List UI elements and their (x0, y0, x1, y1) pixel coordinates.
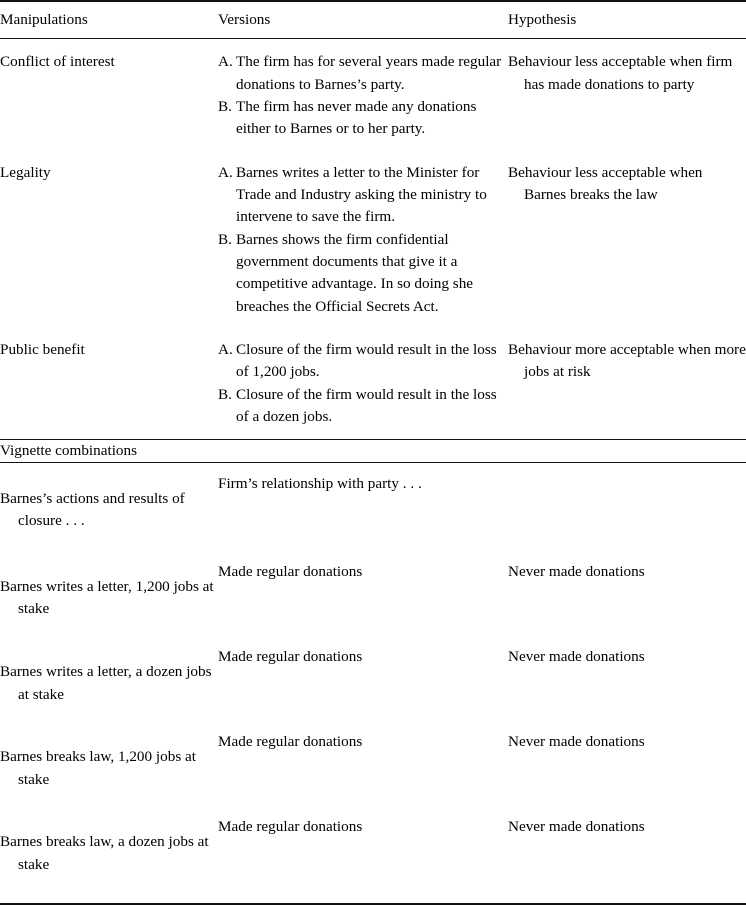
version-letter: A. (218, 53, 233, 71)
vignette-action-text: Barnes writes a letter, a dozen jobs at stake (0, 663, 212, 703)
version-text: Barnes writes a letter to the Minister for Trade and Industry asking the ministry to intervene to save the firm. (236, 163, 487, 226)
vignette-action-cell (0, 556, 218, 641)
version-letter: B. (218, 98, 232, 116)
table-row (0, 151, 746, 328)
version-letter: B. (218, 385, 232, 403)
version-text: Barnes shows the firm confidential government documents that give it a competitive advantage. In so doing she breaches the Official Secrets Act. (236, 230, 474, 315)
version-letter: B. (218, 230, 232, 248)
vignette-action-cell (0, 811, 218, 904)
table-row (0, 726, 746, 811)
vignette-action-text: Barnes writes a letter, 1,200 jobs at stake (0, 578, 214, 618)
version-text: The firm has never made any donations either to Barnes or to her party. (236, 98, 477, 138)
vignette-row-header-text: Barnes’s actions and results of closure . . . (0, 490, 185, 530)
manipulation-hypothesis-cell (508, 151, 746, 328)
table-row (0, 811, 746, 904)
vignette-col-a: Made regular donations (218, 733, 363, 751)
vignette-col-b: Never made donations (508, 562, 645, 580)
vignette-col-a: Made regular donations (218, 562, 363, 580)
manipulation-name: Conflict of interest (0, 53, 115, 71)
version-letter: A. (218, 341, 233, 359)
manipulation-versions (218, 328, 508, 439)
table-row (0, 39, 746, 151)
vignette-col-a: Made regular donations (218, 647, 363, 665)
manipulation-hypothesis-cell (508, 328, 746, 439)
version-letter: A. (218, 163, 233, 181)
version-text: Closure of the firm would result in the loss of a dozen jobs. (236, 385, 497, 426)
version-item (218, 51, 508, 96)
manipulation-versions (218, 39, 508, 151)
table-row (0, 641, 746, 726)
table-header-row (0, 1, 746, 39)
vignette-section-title-row (0, 439, 746, 462)
manipulation-name: Public benefit (0, 341, 85, 359)
vignette-col-b: Never made donations (508, 818, 645, 836)
version-item (218, 162, 508, 229)
vignette-subheader-row (0, 462, 746, 556)
version-text: The firm has for several years made regular donations to Barnes’s party. (236, 53, 502, 93)
vignette-section-title: Vignette combinations (0, 441, 138, 459)
header-manipulations: Manipulations (0, 11, 88, 28)
vignette-col-b: Never made donations (508, 733, 645, 751)
vignette-col-a: Made regular donations (218, 818, 363, 836)
table-row (0, 556, 746, 641)
version-item (218, 96, 508, 141)
version-item (218, 229, 508, 318)
vignette-col-b: Never made donations (508, 647, 645, 665)
table-row (0, 328, 746, 439)
hypothesis-text: Behaviour less acceptable when firm has made donations to party (508, 53, 733, 93)
vignette-action-text: Barnes breaks law, 1,200 jobs at stake (0, 748, 196, 788)
manipulation-hypothesis-cell (508, 39, 746, 151)
version-item (218, 339, 508, 384)
hypothesis-text: Behaviour more acceptable when more jobs at risk (508, 341, 746, 381)
manipulation-name: Legality (0, 163, 51, 181)
vignette-action-cell (0, 726, 218, 811)
version-item (218, 384, 508, 429)
header-hypothesis: Hypothesis (508, 11, 577, 28)
vignette-action-text: Barnes breaks law, a dozen jobs at stake (0, 833, 209, 873)
manipulation-versions (218, 151, 508, 328)
vignette-action-cell (0, 641, 218, 726)
hypothesis-text: Behaviour less acceptable when Barnes breaks the law (508, 163, 703, 204)
vignette-row-header (0, 462, 218, 556)
header-versions: Versions (218, 11, 271, 28)
version-text: Closure of the firm would result in the loss of 1,200 jobs. (236, 341, 497, 381)
vignette-span-header: Firm’s relationship with party . . . (218, 474, 422, 492)
